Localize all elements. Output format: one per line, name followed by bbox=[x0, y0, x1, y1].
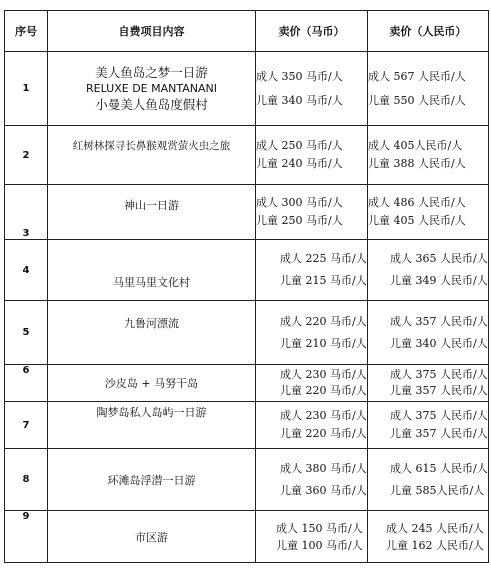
price-rmb bbox=[368, 365, 489, 402]
item-line: RELUXE DE MANTANANI bbox=[86, 81, 217, 95]
item-line: 小曼美人鱼岛度假村 bbox=[95, 96, 208, 112]
item-line: 沙皮岛 + 马努干岛 bbox=[104, 377, 199, 390]
price-adult: 成人 150 马币/人 bbox=[276, 521, 363, 535]
table-row bbox=[5, 449, 489, 511]
row-item bbox=[48, 185, 256, 240]
item-line: 市区游 bbox=[135, 530, 168, 544]
item-line: 九鲁河漂流 bbox=[124, 317, 179, 330]
row-item bbox=[48, 365, 256, 402]
item-line: 美人鱼岛之梦一日游 bbox=[95, 64, 208, 80]
item-line: 神山一日游 bbox=[124, 199, 179, 212]
price-child: 儿童 357 人民币/人 bbox=[390, 384, 488, 397]
price-rmb bbox=[368, 511, 489, 563]
header-seq: 序号 bbox=[5, 11, 48, 52]
price-child: 儿童 550 人民币/人 bbox=[368, 93, 466, 107]
price-myr bbox=[256, 52, 368, 126]
price-child: 儿童 405 人民币/人 bbox=[368, 214, 466, 227]
price-child: 儿童 162 人民币/人 bbox=[386, 538, 484, 552]
price-adult: 成人 380 马币/人 bbox=[280, 461, 367, 475]
price-child: 儿童 100 马币/人 bbox=[276, 538, 363, 552]
price-myr bbox=[256, 511, 368, 563]
price-child: 儿童 357 人民币/人 bbox=[390, 427, 488, 440]
row-seq: 1 bbox=[5, 52, 48, 126]
price-myr bbox=[256, 126, 368, 185]
price-adult: 成人 230 马币/人 bbox=[280, 409, 367, 422]
price-adult: 成人 245 人民币/人 bbox=[386, 521, 484, 535]
table-row bbox=[5, 52, 489, 126]
row-seq: 4 bbox=[5, 240, 48, 301]
row-item bbox=[48, 52, 256, 126]
row-item bbox=[48, 402, 256, 449]
header-price-myr: 卖价（马币） bbox=[256, 11, 368, 52]
header-item: 自费项目内容 bbox=[48, 11, 256, 52]
price-child: 儿童 360 马币/人 bbox=[280, 483, 367, 497]
price-adult: 成人 365 人民币/人 bbox=[390, 252, 488, 265]
price-rmb bbox=[368, 449, 489, 511]
price-rmb bbox=[368, 402, 489, 449]
header-price-rmb: 卖价（人民币） bbox=[368, 11, 489, 52]
price-child: 儿童 210 马币/人 bbox=[280, 336, 367, 350]
price-adult: 成人 567 人民币/人 bbox=[368, 69, 466, 83]
price-child: 儿童 340 人民币/人 bbox=[390, 336, 488, 350]
item-line: 红树林探寻长鼻猴观赏萤火虫之旅 bbox=[72, 140, 231, 152]
item-line: 陶梦岛私人岛屿一日游 bbox=[96, 406, 207, 419]
price-myr bbox=[256, 301, 368, 365]
row-seq: 6 bbox=[5, 365, 48, 402]
row-item bbox=[48, 511, 256, 563]
row-seq: 5 bbox=[5, 301, 48, 365]
item-line: 环滩岛浮潜一日游 bbox=[107, 473, 196, 487]
price-child: 儿童 585人民币/人 bbox=[390, 483, 485, 497]
price-rmb bbox=[368, 185, 489, 240]
price-child: 儿童 250 马币/人 bbox=[256, 214, 343, 227]
row-item bbox=[48, 126, 256, 185]
row-seq: 9 bbox=[5, 511, 48, 563]
price-rmb bbox=[368, 126, 489, 185]
price-myr bbox=[256, 185, 368, 240]
price-adult: 成人 405人民币/人 bbox=[368, 139, 463, 152]
row-item bbox=[48, 301, 256, 365]
table-row bbox=[5, 511, 489, 563]
table-row bbox=[5, 185, 489, 240]
price-adult: 成人 250 马币/人 bbox=[256, 139, 343, 152]
price-table bbox=[4, 10, 489, 563]
price-child: 儿童 220 马币/人 bbox=[280, 384, 367, 397]
price-rmb bbox=[368, 301, 489, 365]
table-row bbox=[5, 126, 489, 185]
price-child: 儿童 215 马币/人 bbox=[280, 274, 367, 287]
price-adult: 成人 225 马币/人 bbox=[280, 252, 367, 265]
table-row bbox=[5, 301, 489, 365]
row-seq: 7 bbox=[5, 402, 48, 449]
row-seq: 2 bbox=[5, 126, 48, 185]
price-child: 儿童 240 马币/人 bbox=[256, 157, 343, 170]
price-adult: 成人 375 人民币/人 bbox=[390, 368, 488, 381]
price-adult: 成人 350 马币/人 bbox=[256, 69, 343, 83]
price-child: 儿童 220 马币/人 bbox=[280, 427, 367, 440]
table-row bbox=[5, 240, 489, 301]
price-child: 儿童 388 人民币/人 bbox=[368, 157, 466, 170]
price-adult: 成人 300 马币/人 bbox=[256, 196, 343, 209]
price-rmb bbox=[368, 52, 489, 126]
price-adult: 成人 220 马币/人 bbox=[280, 314, 367, 328]
price-myr bbox=[256, 402, 368, 449]
header-row bbox=[5, 11, 489, 52]
price-myr bbox=[256, 365, 368, 402]
price-adult: 成人 357 人民币/人 bbox=[390, 314, 488, 328]
price-adult: 成人 230 马币/人 bbox=[280, 368, 367, 381]
price-child: 儿童 349 人民币/人 bbox=[390, 274, 488, 287]
price-myr bbox=[256, 449, 368, 511]
price-adult: 成人 615 人民币/人 bbox=[390, 461, 488, 475]
table-row bbox=[5, 402, 489, 449]
table-row bbox=[5, 365, 489, 402]
price-rmb bbox=[368, 240, 489, 301]
row-seq: 3 bbox=[5, 185, 48, 240]
row-item bbox=[48, 240, 256, 301]
price-myr bbox=[256, 240, 368, 301]
item-line: 马里马里文化村 bbox=[113, 276, 190, 289]
row-seq: 8 bbox=[5, 449, 48, 511]
price-child: 儿童 340 马币/人 bbox=[256, 93, 343, 107]
row-item bbox=[48, 449, 256, 511]
price-adult: 成人 486 人民币/人 bbox=[368, 196, 466, 209]
price-adult: 成人 375 人民币/人 bbox=[390, 409, 488, 422]
